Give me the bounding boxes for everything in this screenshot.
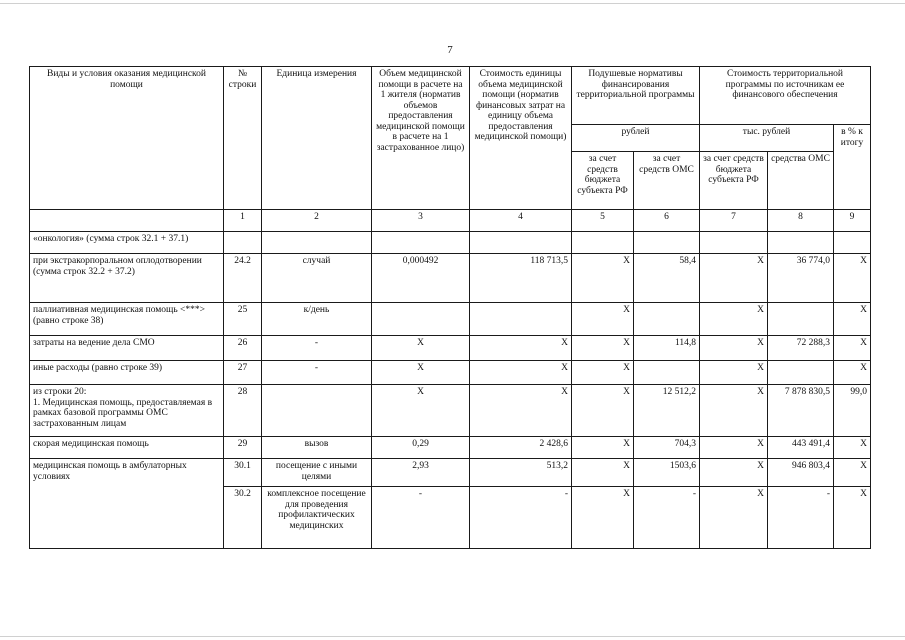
row-unit-cost: 2 428,6 xyxy=(470,437,572,459)
row-budget-cost: X xyxy=(700,487,768,549)
row-percent: X xyxy=(834,254,871,303)
row-percent: X xyxy=(834,459,871,487)
row-budget-per-capita: X xyxy=(572,303,634,336)
row-oms-per-capita: 1503,6 xyxy=(634,459,700,487)
table-row xyxy=(30,254,871,303)
row-budget-cost: X xyxy=(700,437,768,459)
col-number: 7 xyxy=(700,210,768,232)
row-budget-cost: X xyxy=(700,385,768,437)
row-number: 29 xyxy=(224,437,262,459)
row-oms-per-capita xyxy=(634,303,700,336)
row-service-name: при экстракорпоральном оплодотворении (сумма строк 32.2 + 37.2) xyxy=(30,254,224,303)
row-oms-per-capita xyxy=(634,232,700,254)
row-number: 26 xyxy=(224,336,262,361)
header-unit: Единица измерения xyxy=(262,67,372,210)
row-oms-cost xyxy=(768,361,834,385)
row-volume xyxy=(372,232,470,254)
row-number xyxy=(224,232,262,254)
row-number: 25 xyxy=(224,303,262,336)
row-percent: X xyxy=(834,336,871,361)
row-oms-per-capita: 58,4 xyxy=(634,254,700,303)
col-number: 9 xyxy=(834,210,871,232)
col-number-blank xyxy=(30,210,224,232)
row-percent: 99,0 xyxy=(834,385,871,437)
header-volume: Объем медицинской помощи в расчете на 1 жителя (норматив объемов предоставления медицинской помощи в расчете на 1 застрахованное лицо) xyxy=(372,67,470,210)
row-unit: вызов xyxy=(262,437,372,459)
header-budget-cost: за счет средств бюджета субъекта РФ xyxy=(700,152,768,210)
row-service-name: паллиативная медицинская помощь <***> (равно строке 38) xyxy=(30,303,224,336)
financing-table xyxy=(29,66,871,549)
table-row xyxy=(30,459,871,487)
row-volume: - xyxy=(372,487,470,549)
table-row xyxy=(30,303,871,336)
row-volume: 2,93 xyxy=(372,459,470,487)
row-unit-cost: 513,2 xyxy=(470,459,572,487)
row-volume: 0,000492 xyxy=(372,254,470,303)
row-budget-per-capita: X xyxy=(572,487,634,549)
header-per-capita: Подушевые нормативы финансирования территориальной программы xyxy=(572,67,700,125)
col-number: 3 xyxy=(372,210,470,232)
table-row xyxy=(30,232,871,254)
row-unit-cost xyxy=(470,232,572,254)
header-budget-pc: за счет средств бюджета субъекта РФ xyxy=(572,152,634,210)
row-percent: X xyxy=(834,437,871,459)
row-percent: X xyxy=(834,361,871,385)
row-unit: комплексное посещение для проведения профилактических медицинских xyxy=(262,487,372,549)
row-budget-cost: X xyxy=(700,459,768,487)
row-service-name: из строки 20: 1. Медицинская помощь, предоставляемая в рамках базовой программы ОМС застрахованным лицам xyxy=(30,385,224,437)
row-unit xyxy=(262,232,372,254)
row-percent: X xyxy=(834,303,871,336)
row-unit: - xyxy=(262,361,372,385)
row-oms-cost: 946 803,4 xyxy=(768,459,834,487)
row-oms-per-capita: 704,3 xyxy=(634,437,700,459)
header-oms-pc: за счет средств ОМС xyxy=(634,152,700,210)
row-oms-per-capita: - xyxy=(634,487,700,549)
row-oms-cost xyxy=(768,303,834,336)
scan-edge-top xyxy=(0,3,905,4)
col-number: 2 xyxy=(262,210,372,232)
row-budget-per-capita: X xyxy=(572,254,634,303)
header-thousand-rubles: тыс. рублей xyxy=(700,125,834,152)
row-service-name: скорая медицинская помощь xyxy=(30,437,224,459)
row-budget-cost xyxy=(700,232,768,254)
col-number: 8 xyxy=(768,210,834,232)
row-oms-cost: 443 491,4 xyxy=(768,437,834,459)
row-unit-cost: - xyxy=(470,487,572,549)
row-number: 24.2 xyxy=(224,254,262,303)
row-budget-per-capita xyxy=(572,232,634,254)
scan-edge-bottom xyxy=(0,636,905,637)
row-budget-per-capita: X xyxy=(572,459,634,487)
row-oms-cost xyxy=(768,232,834,254)
row-service-name: затраты на ведение дела СМО xyxy=(30,336,224,361)
row-oms-cost: 72 288,3 xyxy=(768,336,834,361)
row-budget-per-capita: X xyxy=(572,385,634,437)
row-budget-per-capita: X xyxy=(572,336,634,361)
row-unit-cost: X xyxy=(470,385,572,437)
row-unit-cost: 118 713,5 xyxy=(470,254,572,303)
row-service-name: «онкология» (сумма строк 32.1 + 37.1) xyxy=(30,232,224,254)
row-oms-cost: 7 878 830,5 xyxy=(768,385,834,437)
col-number: 4 xyxy=(470,210,572,232)
row-budget-per-capita: X xyxy=(572,437,634,459)
table-row xyxy=(30,385,871,437)
row-volume: X xyxy=(372,336,470,361)
header-service-type: Виды и условия оказания медицинской помощи xyxy=(30,67,224,210)
row-service-name: иные расходы (равно строке 39) xyxy=(30,361,224,385)
row-unit-cost: X xyxy=(470,336,572,361)
row-number: 30.1 xyxy=(224,459,262,487)
col-number: 1 xyxy=(224,210,262,232)
row-unit xyxy=(262,385,372,437)
row-unit-cost xyxy=(470,303,572,336)
row-budget-cost: X xyxy=(700,361,768,385)
row-volume: 0,29 xyxy=(372,437,470,459)
row-oms-cost: 36 774,0 xyxy=(768,254,834,303)
row-service-name: медицинская помощь в амбулаторных условиях xyxy=(30,459,224,549)
row-unit: к/день xyxy=(262,303,372,336)
header-oms-cost: средства ОМС xyxy=(768,152,834,210)
table-row xyxy=(30,437,871,459)
row-number: 28 xyxy=(224,385,262,437)
row-unit: случай xyxy=(262,254,372,303)
table-body xyxy=(30,232,871,549)
header-percent-total: в % к итогу xyxy=(834,125,871,210)
col-number: 5 xyxy=(572,210,634,232)
row-percent: X xyxy=(834,487,871,549)
col-number: 6 xyxy=(634,210,700,232)
row-oms-per-capita: 114,8 xyxy=(634,336,700,361)
table-row xyxy=(30,336,871,361)
row-unit-cost: X xyxy=(470,361,572,385)
row-budget-cost: X xyxy=(700,336,768,361)
column-numbers-row xyxy=(30,210,871,232)
row-volume xyxy=(372,303,470,336)
header-row-number: № строки xyxy=(224,67,262,210)
row-oms-per-capita: 12 512,2 xyxy=(634,385,700,437)
row-percent xyxy=(834,232,871,254)
row-number: 30.2 xyxy=(224,487,262,549)
header-program-cost: Стоимость территориальной программы по источникам ее финансового обеспечения xyxy=(700,67,871,125)
row-oms-per-capita xyxy=(634,361,700,385)
row-oms-cost: - xyxy=(768,487,834,549)
row-unit: посещение с иными целями xyxy=(262,459,372,487)
row-unit: - xyxy=(262,336,372,361)
row-number: 27 xyxy=(224,361,262,385)
row-budget-cost: X xyxy=(700,254,768,303)
header-unit-cost: Стоимость единицы объема медицинской помощи (норматив финансовых затрат на единицу объема предоставления медицинской помощи) xyxy=(470,67,572,210)
row-volume: X xyxy=(372,361,470,385)
row-budget-per-capita: X xyxy=(572,361,634,385)
table-row xyxy=(30,361,871,385)
header-rubles: рублей xyxy=(572,125,700,152)
row-budget-cost: X xyxy=(700,303,768,336)
page-number: 7 xyxy=(447,44,453,56)
row-volume: X xyxy=(372,385,470,437)
